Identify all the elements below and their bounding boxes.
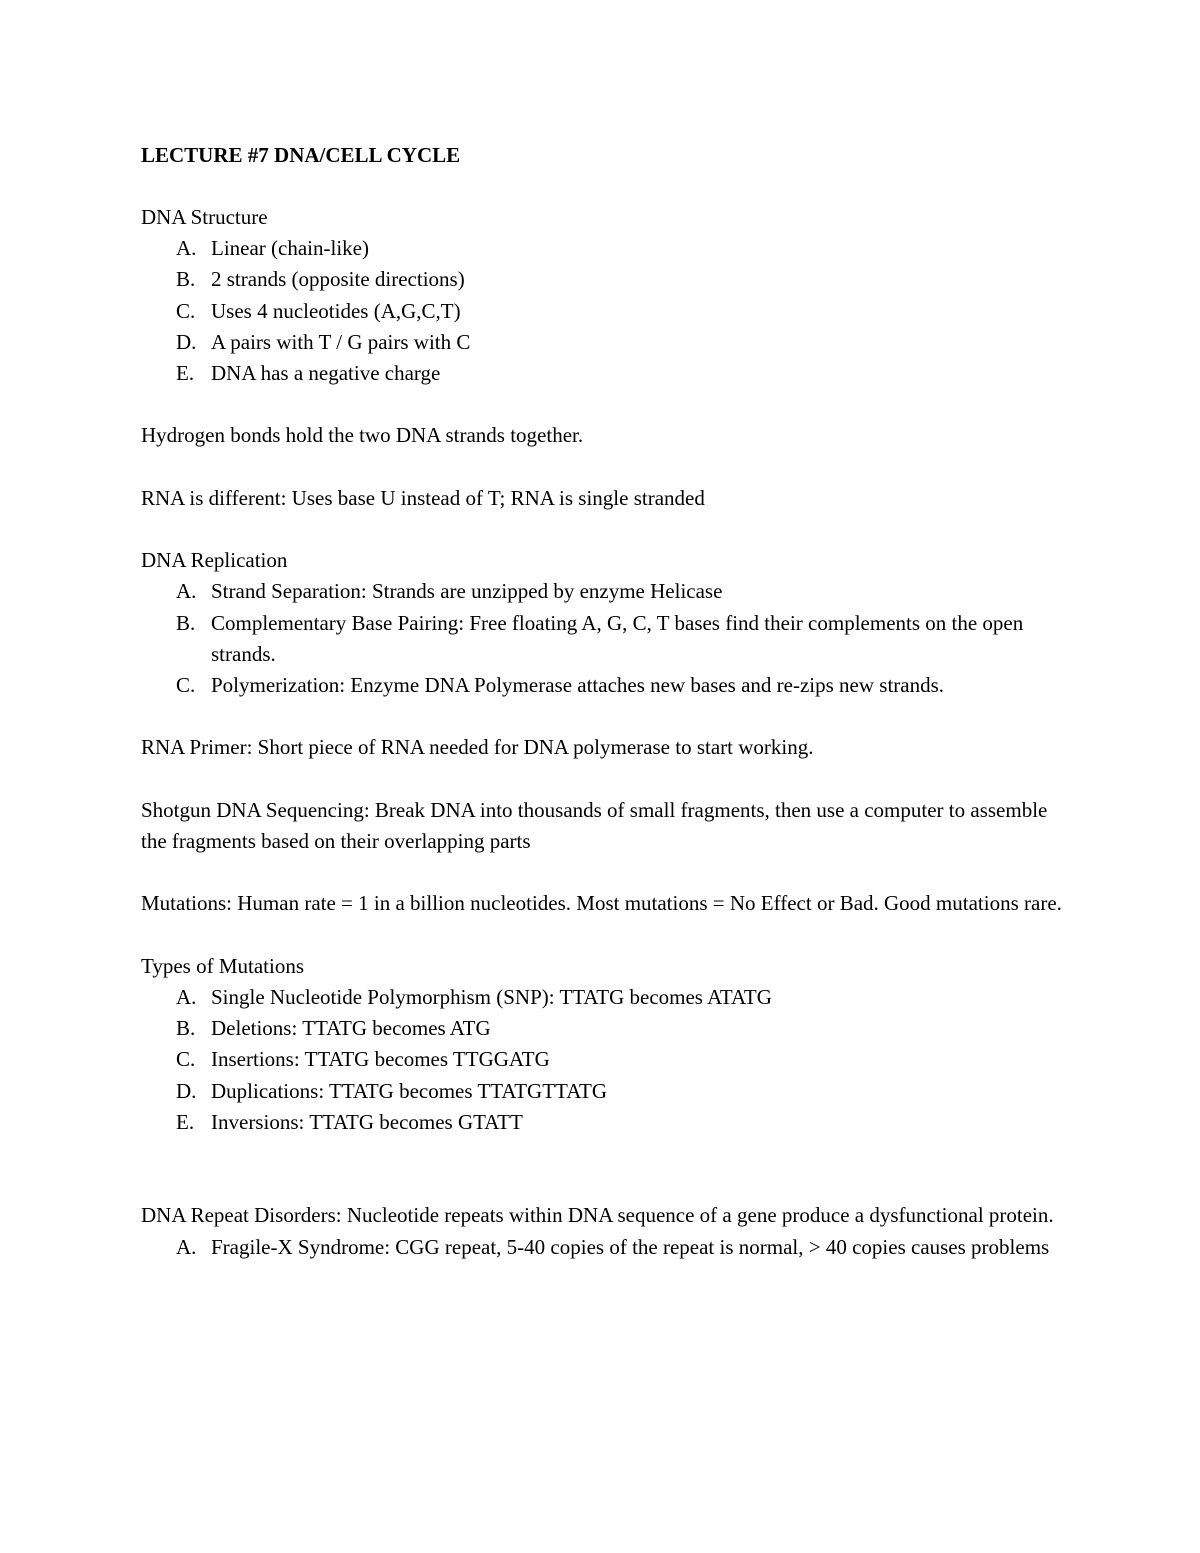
- list-item: [141, 608, 1076, 670]
- list-item: [141, 358, 1076, 389]
- list-marker: C.: [176, 1047, 196, 1072]
- list-item: [141, 1232, 1076, 1263]
- types-of-mutations-list: [141, 982, 1076, 1138]
- list-item-text: Fragile-X Syndrome: CGG repeat, 5-40 copies of the repeat is normal, > 40 copies causes problems: [211, 1234, 1050, 1259]
- list-marker: E.: [176, 361, 195, 386]
- list-marker: B.: [176, 610, 196, 635]
- list-item-text: Linear (chain-like): [211, 236, 369, 261]
- list-item-text: Complementary Base Pairing: Free floating A, G, C, T bases find their complements on the open strands.: [211, 610, 1024, 666]
- dna-replication-list: [141, 576, 1076, 701]
- repeat-disorders-paragraph: DNA Repeat Disorders: Nucleotide repeats within DNA sequence of a gene produce a dysfunctional protein.: [141, 1203, 1054, 1228]
- list-item: [141, 1107, 1076, 1138]
- list-item: [141, 233, 1076, 264]
- document-content: [141, 140, 1076, 1263]
- list-item: [141, 1076, 1076, 1107]
- rna-different-paragraph: RNA is different: Uses base U instead of T; RNA is single stranded: [141, 485, 705, 510]
- list-item: [141, 264, 1076, 295]
- list-item: [141, 1044, 1076, 1075]
- list-marker: E.: [176, 1109, 195, 1134]
- list-marker: C.: [176, 673, 196, 697]
- list-item-text: A pairs with T / G pairs with C: [211, 329, 471, 354]
- list-item: [141, 327, 1076, 358]
- repeat-disorders-list: [141, 1232, 1076, 1263]
- types-of-mutations-heading: Types of Mutations: [141, 953, 305, 978]
- list-item: [141, 576, 1076, 607]
- list-item: [141, 296, 1076, 327]
- hydrogen-bonds-paragraph: Hydrogen bonds hold the two DNA strands together.: [141, 423, 584, 448]
- shotgun-sequencing-paragraph: Shotgun DNA Sequencing: Break DNA into thousands of small fragments, then use a computer to assemble the fragments based on their overlapping parts: [141, 797, 1048, 853]
- list-marker: D.: [176, 1078, 197, 1103]
- list-item-text: Inversions: TTATG becomes GTATT: [211, 1109, 523, 1134]
- list-marker: B.: [176, 1016, 196, 1041]
- list-item: [141, 670, 1076, 701]
- list-item-text: Strand Separation: Strands are unzipped by enzyme Helicase: [211, 579, 723, 604]
- list-item: [141, 1013, 1076, 1044]
- list-item-text: Insertions: TTATG becomes TTGGATG: [211, 1047, 550, 1072]
- list-marker: A.: [176, 236, 197, 261]
- list-item-text: 2 strands (opposite directions): [211, 267, 465, 292]
- page-title: LECTURE #7 DNA/CELL CYCLE: [141, 143, 461, 167]
- list-marker: A.: [176, 984, 197, 1009]
- dna-replication-heading: DNA Replication: [141, 548, 288, 573]
- list-item-text: DNA has a negative charge: [211, 361, 441, 386]
- list-item-text: Polymerization: Enzyme DNA Polymerase attaches new bases and re-zips new strands.: [211, 673, 945, 697]
- mutations-paragraph: Mutations: Human rate = 1 in a billion nucleotides. Most mutations = No Effect or Bad. Good mutations rare.: [141, 891, 1062, 916]
- dna-structure-list: [141, 233, 1076, 389]
- list-marker: D.: [176, 329, 197, 354]
- list-item-text: Single Nucleotide Polymorphism (SNP): TTATG becomes ATATG: [211, 984, 772, 1009]
- list-item-text: Deletions: TTATG becomes ATG: [211, 1016, 491, 1041]
- list-marker: B.: [176, 267, 196, 292]
- list-item: [141, 982, 1076, 1013]
- rna-primer-paragraph: RNA Primer: Short piece of RNA needed for DNA polymerase to start working.: [141, 735, 814, 760]
- list-item-text: Uses 4 nucleotides (A,G,C,T): [211, 298, 461, 323]
- dna-structure-heading: DNA Structure: [141, 205, 268, 229]
- list-marker: A.: [176, 1234, 197, 1259]
- list-marker: A.: [176, 579, 197, 604]
- list-marker: C.: [176, 298, 196, 323]
- list-item-text: Duplications: TTATG becomes TTATGTTATG: [211, 1078, 608, 1103]
